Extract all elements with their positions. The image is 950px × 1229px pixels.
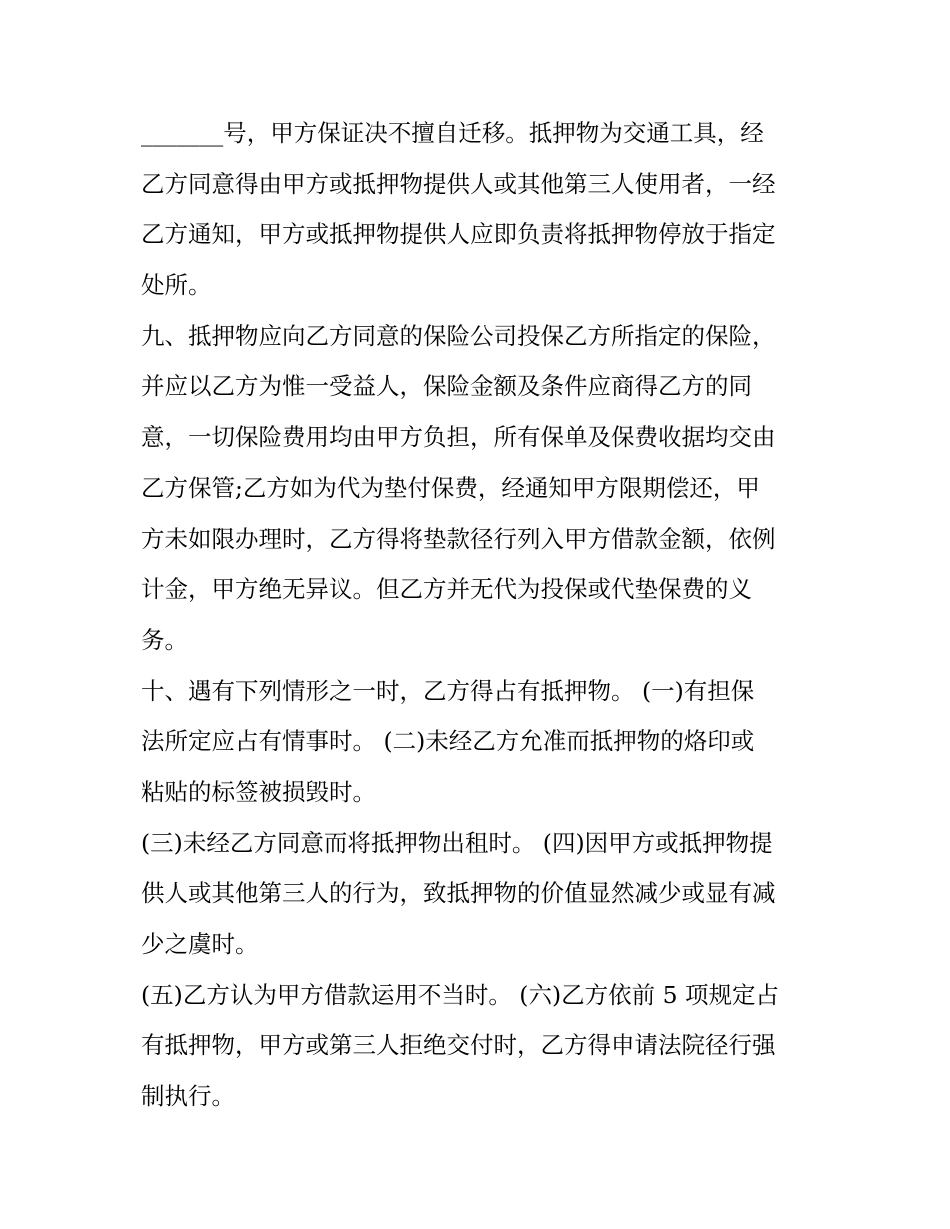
text-line: 九、抵押物应向乙方同意的保险公司投保乙方所指定的保险， (141, 321, 776, 350)
text-line: 十、遇有下列情形之一时，乙方得占有抵押物。 (一)有担保 (141, 676, 755, 705)
text-line: 意，一切保险费用均由甲方负担，所有保单及保费收据均交由 (141, 423, 776, 452)
text-line: 乙方同意得由甲方或抵押物提供人或其他第三人使用者，一经 (141, 169, 776, 198)
text-line: 乙方保管;乙方如为代为垫付保费，经通知甲方限期偿还，甲 (141, 473, 760, 502)
text-line: 粘贴的标签被损毁时。 (141, 777, 376, 806)
text-line: 少之虞时。 (141, 930, 259, 958)
text-line: 方未如限办理时，乙方得将垫款径行列入甲方借款金额，依例 (141, 524, 776, 553)
text-line: 乙方通知，甲方或抵押物提供人应即负责将抵押物停放于指定 (141, 220, 776, 249)
text-line: 供人或其他第三人的行为，致抵押物的价值显然减少或显有减 (141, 879, 776, 908)
text-line: 制执行。 (141, 1082, 235, 1111)
text-line: 法所定应占有情事时。 (二)未经乙方允准而抵押物的烙印或 (141, 727, 755, 756)
text-line: 务。 (141, 625, 188, 654)
text-line: _______号，甲方保证决不擅自迁移。抵押物为交通工具，经 (141, 119, 764, 147)
text-line: 计金，甲方绝无异议。但乙方并无代为投保或代垫保费的义 (141, 575, 752, 604)
document-body (141, 108, 821, 1122)
text-line: 并应以乙方为惟一受益人，保险金额及条件应商得乙方的同 (141, 372, 752, 401)
text-line: 处所。 (141, 271, 212, 300)
text-line: 有抵押物，甲方或第三人拒绝交付时，乙方得申请法院径行强 (141, 1031, 776, 1060)
text-line: (三)未经乙方同意而将抵押物出租时。 (四)因甲方或抵押物提 (141, 828, 773, 857)
text-line: (五)乙方认为甲方借款运用不当时。 (六)乙方依前 5 项规定占 (141, 980, 780, 1009)
